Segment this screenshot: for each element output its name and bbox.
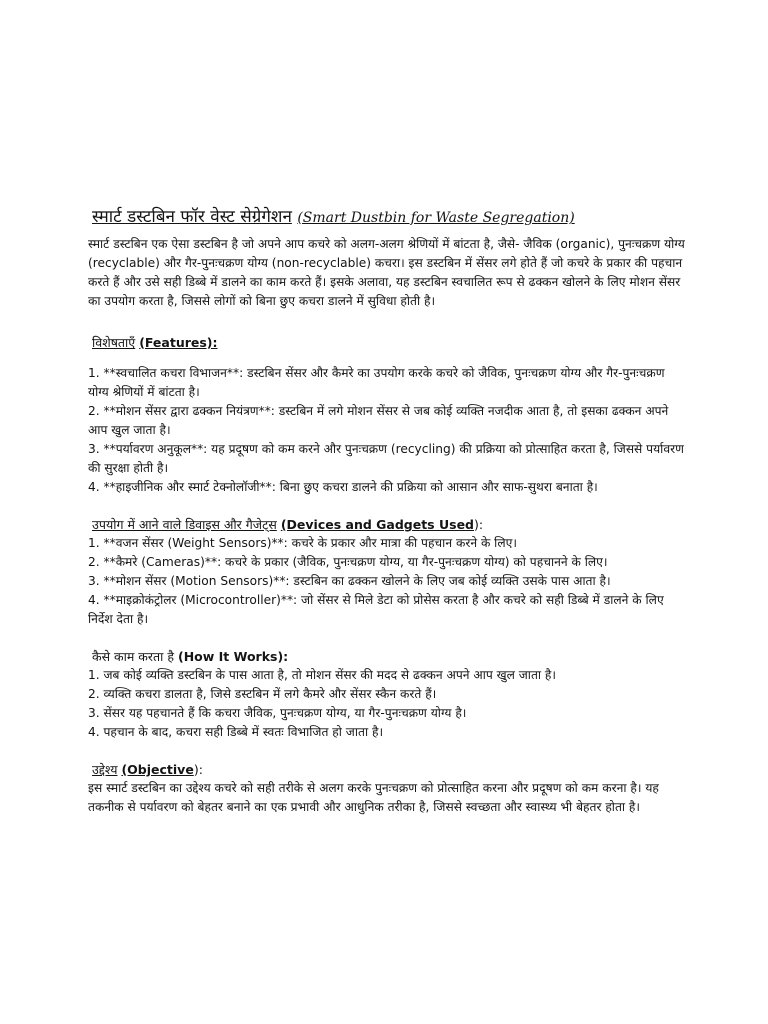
- devices-heading-english: (Devices and Gadgets Used: [280, 517, 474, 532]
- how-it-works-list: [88, 666, 688, 742]
- list-item: 4. पहचान के बाद, कचरा सही डिब्बे में स्वतः विभाजित हो जाता है।: [88, 725, 384, 739]
- features-list: [88, 364, 688, 497]
- devices-heading: [92, 515, 688, 534]
- list-item: 2. व्यक्ति कचरा डालता है, जिसे डस्टबिन में लगे कैमरे और सेंसर स्कैन करते हैं।: [88, 687, 437, 701]
- document-page: [88, 204, 688, 817]
- objective-heading: [92, 760, 688, 779]
- list-item: 3. **मोशन सेंसर (Motion Sensors)**: डस्टबिन का ढक्कन खोलने के लिए जब कोई व्यक्ति उसके पास आता है।: [88, 574, 611, 588]
- list-item: 1. **स्वचालित कचरा विभाजन**: डस्टबिन सेंसर और कैमरे का उपयोग करके कचरे को जैविक, पुनःचक्रण योग्य और गैर-पुनःचक्रण योग्य श्रेणियों में बांटता है।: [88, 366, 665, 399]
- title-english: (Smart Dustbin for Waste Segregation): [297, 210, 575, 226]
- list-item: 1. **वजन सेंसर (Weight Sensors)**: कचरे के प्रकार और मात्रा की पहचान करने के लिए।: [88, 536, 517, 550]
- document-title: [92, 204, 688, 231]
- devices-heading-suffix: ):: [474, 517, 484, 532]
- how-it-works-heading-english: (How It Works):: [177, 649, 289, 664]
- list-item: 1. जब कोई व्यक्ति डस्टबिन के पास आता है, तो मोशन सेंसर की मदद से ढक्कन अपने आप खुल जाता है।: [88, 668, 557, 682]
- list-item: 3. **पर्यावरण अनुकूल**: यह प्रदूषण को कम करने और पुनःचक्रण (recycling) की प्रक्रिया को प्रोत्साहित करता है, जिससे पर्यावरण की सुरक्षा होती है।: [88, 442, 684, 475]
- list-item: 2. **मोशन सेंसर द्वारा ढक्कन नियंत्रण**: डस्टबिन में लगे मोशन सेंसर से जब कोई व्यक्ति नजदीक आता है, तो इसका ढक्कन अपने आप खुल जाता है।: [88, 404, 669, 437]
- intro-paragraph: स्मार्ट डस्टबिन एक ऐसा डस्टबिन है जो अपने आप कचरे को अलग-अलग श्रेणियों में बांटता है, जैसे- जैविक (organic), पुनःचक्रण योग्य (recyclable) और गैर-पुनःचक्रण योग्य (non-recyclable) कचरा। इस डस्टबिन में सेंसर लगे होते हैं जो कचरे के प्रकार की पहचान करते हैं और उसे सही डिब्बे में डालने का काम करते हैं। इसके अलावा, यह डस्टबिन स्वचालित रूप से ढक्कन खोलने के लिए मोशन सेंसर का उपयोग करता है, जिससे लोगों को बिना छुए कचरा डालने में सुविधा होती है।: [88, 237, 685, 308]
- objective-heading-hindi: उद्देश्य: [92, 762, 118, 777]
- objective-paragraph: इस स्मार्ट डस्टबिन का उद्देश्य कचरे को सही तरीके से अलग करके पुनःचक्रण को प्रोत्साहित करना और प्रदूषण को कम करना है। यह तकनीक से पर्यावरण को बेहतर बनाने का एक प्रभावी और आधुनिक तरीका है, जिससे स्वच्छता और स्वास्थ्य भी बेहतर होता है।: [88, 781, 659, 814]
- how-it-works-heading-hindi: कैसे काम करता है: [92, 649, 174, 664]
- list-item: 2. **कैमरे (Cameras)**: कचरे के प्रकार (जैविक, पुनःचक्रण योग्य, या गैर-पुनःचक्रण योग्य) को पहचानने के लिए।: [88, 555, 608, 569]
- how-it-works-heading: [92, 647, 688, 666]
- list-item: 4. **माइक्रोकंट्रोलर (Microcontroller)**: जो सेंसर से मिले डेटा को प्रोसेस करता है और कचरे को सही डिब्बे में डालने के लिए निर्देश देता है।: [88, 593, 664, 626]
- features-heading-english: (Features):: [139, 335, 218, 350]
- objective-heading-english: (Objective: [121, 762, 194, 777]
- features-heading-hindi: विशेषताएँ: [92, 335, 136, 350]
- devices-heading-hindi: उपयोग में आने वाले डिवाइस और गैजेट्स: [92, 517, 277, 532]
- list-item: 3. सेंसर यह पहचानते हैं कि कचरा जैविक, पुनःचक्रण योग्य, या गैर-पुनःचक्रण योग्य है।: [88, 706, 467, 720]
- objective-heading-suffix: ):: [193, 762, 203, 777]
- title-hindi: स्मार्ट डस्टबिन फॉर वेस्ट सेग्रेगेशन: [92, 207, 292, 227]
- features-heading: [92, 333, 688, 352]
- devices-list: [88, 534, 688, 629]
- list-item: 4. **हाइजीनिक और स्मार्ट टेक्नोलॉजी**: बिना छुए कचरा डालने की प्रक्रिया को आसान और साफ-सुथरा बनाता है।: [88, 480, 598, 494]
